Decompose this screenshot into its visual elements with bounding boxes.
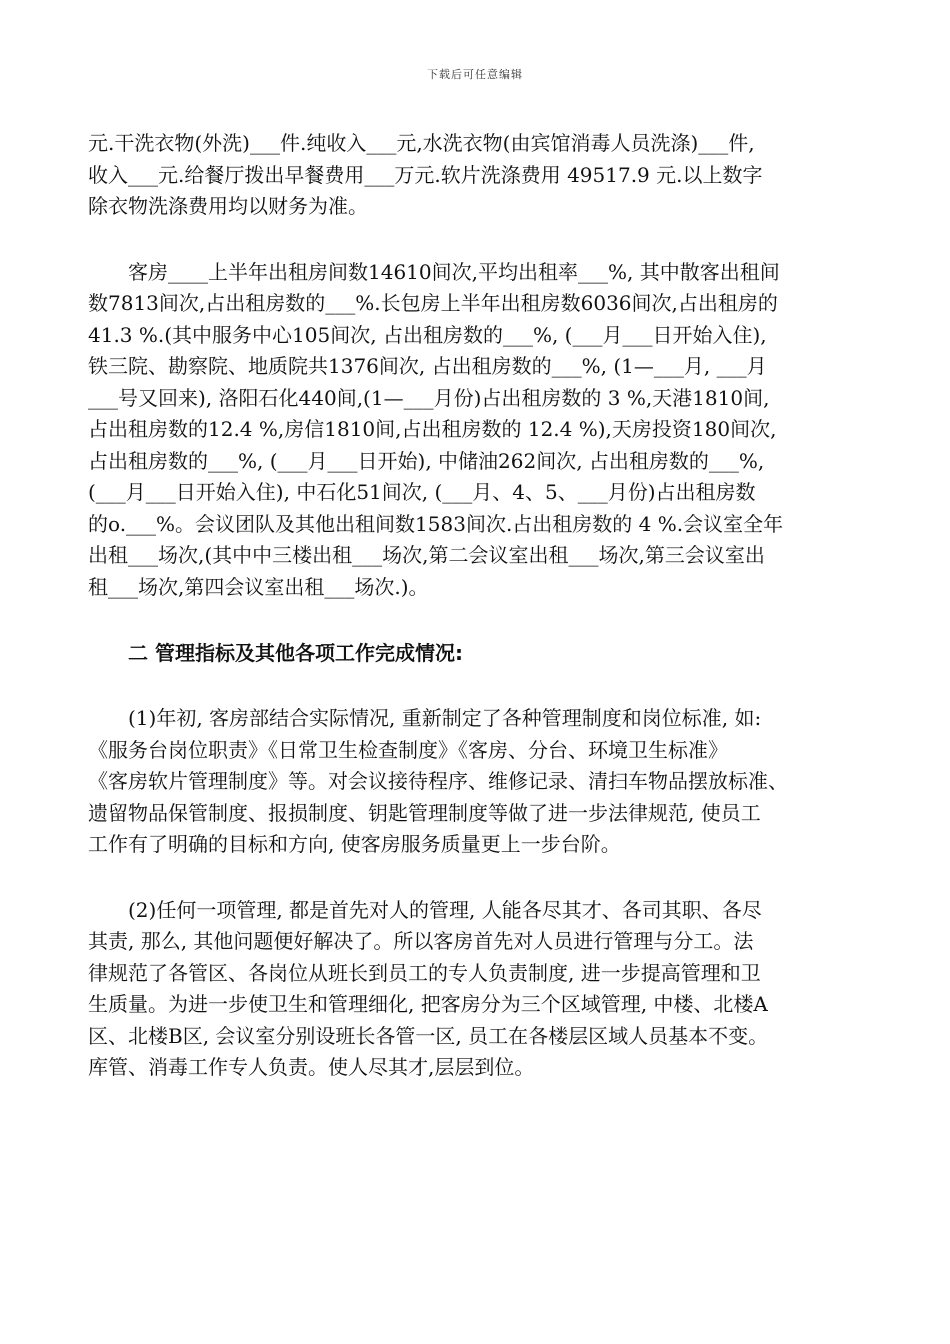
document-body [88,128,860,1084]
paragraph-line: 铁三院、勘察院、地质院共1376间次, 占出租房数的___%, (1—___月, ___月 [88,354,767,378]
paragraph-line: 律规范了各管区、各岗位从班长到员工的专人负责制度, 进一步提高管理和卫 [88,960,761,985]
header-note: 下载后可任意编辑 [427,68,523,81]
paragraph-2 [88,257,860,604]
paragraph-line: (1)年初, 客房部结合实际情况, 重新制定了各种管理制度和岗位标准, 如: [128,706,762,730]
paragraph-line: 客房____上半年出租房间数14610间次,平均出租率___%, 其中散客出租间 [128,259,780,284]
paragraph-line: (___月___日开始入住), 中石化51间次, (___月、4、5、___月份)占出租房数 [88,480,756,504]
paragraph-line: 遗留物品保管制度、报损制度、钥匙管理制度等做了进一步法律规范, 使员工 [88,800,761,825]
paragraph-line: 工作有了明确的目标和方向, 使客房服务质量更上一步台阶。 [88,832,621,856]
paragraph-line: 《服务台岗位职责》《日常卫生检查制度》《客房、分台、环境卫生标准》 [88,737,728,762]
paragraph-line: 租___场次,第四会议室出租___场次.)。 [88,574,429,599]
paragraph-line: 库管、消毒工作专人负责。使人尽其才,层层到位。 [88,1055,535,1079]
paragraph-line: 41.3 %.(其中服务中心105间次, 占出租房数的___%, (___月___日开始入住), [88,322,767,347]
paragraph-4 [88,895,860,1084]
paragraph-line: 《客房软片管理制度》等。对会议接待程序、维修记录、清扫车物品摆放标准、 [88,769,788,793]
paragraph-line: 元.干洗衣物(外洗)___件.纯收入___元,水洗衣物(由宾馆消毒人员洗涤)___件, [88,131,755,155]
paragraph-3 [88,703,860,861]
paragraph-1 [88,128,860,223]
paragraph-line: 收入___元.给餐厅拨出早餐费用___万元.软片洗涤费用 49517.9 元.以上数字 [88,162,763,187]
paragraph-line: 占出租房数的12.4 %,房信1810间,占出租房数的 12.4 %),天房投资180间次, [88,417,777,441]
paragraph-line: 除衣物洗涤费用均以财务为准。 [88,194,368,218]
paragraph-line: 的o.___%。会议团队及其他出租间数1583间次.占出租房数的 4 %.会议室全年 [88,511,784,536]
paragraph-line: ___号又回来), 洛阳石化440间,(1—___月份)占出租房数的 3 %,天港1810间, [88,385,770,410]
paragraph-line: 出租___场次,(其中中三楼出租___场次,第二会议室出租___场次,第三会议室出 [88,543,765,567]
paragraph-line: 生质量。为进一步使卫生和管理细化, 把客房分为三个区域管理, 中楼、北楼A [88,992,768,1016]
paragraph-line: 区、北楼B区, 会议室分别设班长各管一区, 员工在各楼层区域人员基本不变。 [88,1023,769,1048]
section-heading: 二 管理指标及其他各项工作完成情况: [128,641,463,665]
paragraph-line: 占出租房数的___%, (___月___日开始), 中储油262间次, 占出租房数的___%, [88,448,765,473]
paragraph-line: 其责, 那么, 其他问题便好解决了。所以客房首先对人员进行管理与分工。法 [88,929,754,953]
paragraph-line: 数7813间次,占出租房数的___%.长包房上半年出租房数6036间次,占出租房的 [88,291,778,315]
paragraph-line: (2)任何一项管理, 都是首先对人的管理, 人能各尽其才、各司其职、各尽 [128,897,762,922]
